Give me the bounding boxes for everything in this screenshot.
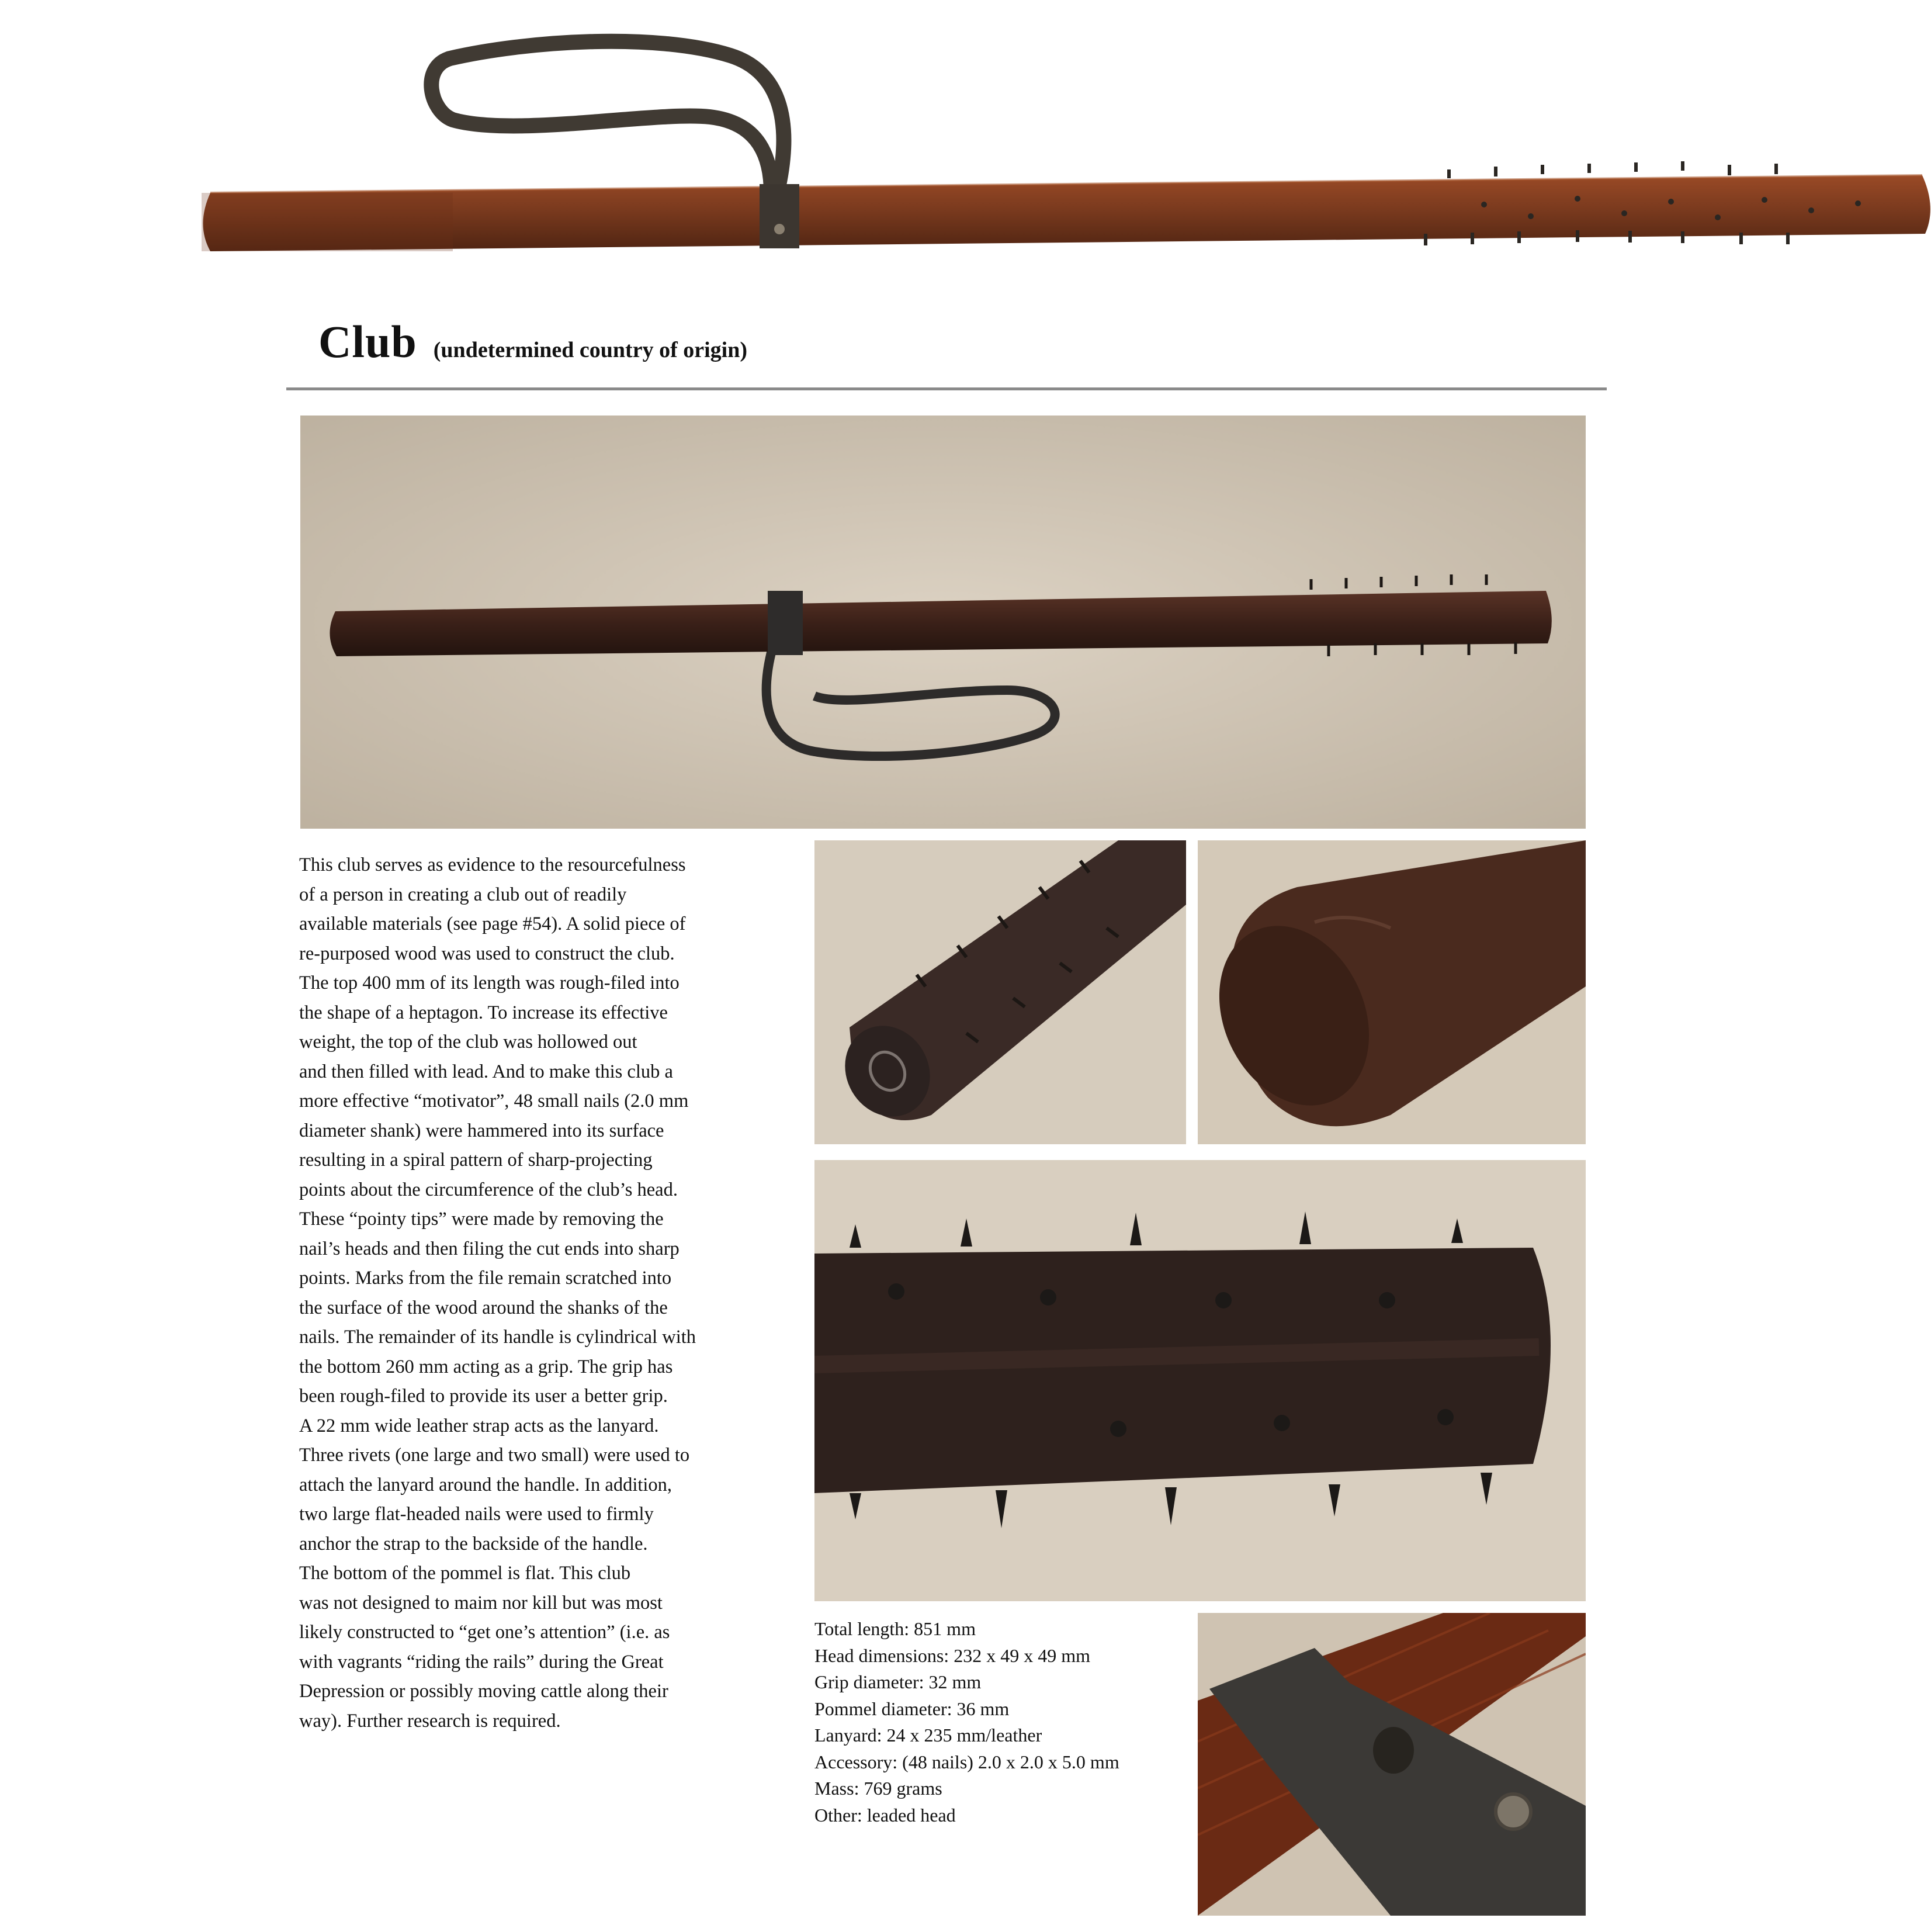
spec-lanyard: Lanyard: 24 x 235 mm/leather xyxy=(814,1725,1042,1746)
description-line: attach the lanyard around the handle. In addition, xyxy=(299,1474,672,1495)
description-line: These “pointy tips” were made by removing the xyxy=(299,1209,664,1230)
club-pommel-photo xyxy=(1198,840,1586,1144)
spec-mass: Mass: 769 grams xyxy=(814,1778,942,1799)
spec-accessory: Accessory: (48 nails) 2.0 x 2.0 x 5.0 mm xyxy=(814,1751,1119,1772)
specifications-list xyxy=(814,1616,1188,1829)
description-line: more effective “motivator”, 48 small nails (2.0 mm xyxy=(299,1090,689,1112)
description-line: This club serves as evidence to the resourcefulness xyxy=(299,854,686,875)
description-line: with vagrants “riding the rails” during the Great xyxy=(299,1651,664,1673)
description-line: weight, the top of the club was hollowed out xyxy=(299,1031,637,1052)
spec-total-length: Total length: 851 mm xyxy=(814,1618,976,1639)
description-line: way). Further research is required. xyxy=(299,1710,561,1732)
strap-band xyxy=(760,184,799,248)
description-line: Three rivets (one large and two small) were used to xyxy=(299,1445,690,1466)
description-line: likely constructed to “get one’s attention” (i.e. as xyxy=(299,1622,670,1643)
description-line: anchor the strap to the backside of the handle. xyxy=(299,1533,648,1554)
description-line: nails. The remainder of its handle is cylindrical with xyxy=(299,1327,696,1348)
lanyard-strap xyxy=(431,41,784,193)
description-line: points about the circumference of the club’s head. xyxy=(299,1179,678,1200)
spec-head-dimensions: Head dimensions: 232 x 49 x 49 mm xyxy=(814,1644,1090,1666)
club-shaft xyxy=(203,175,1930,251)
rivet-icon xyxy=(774,224,785,234)
description-line: diameter shank) were hammered into its surface xyxy=(299,1120,664,1141)
spec-other: Other: leaded head xyxy=(814,1804,956,1826)
spec-pommel-diameter: Pommel diameter: 36 mm xyxy=(814,1698,1010,1719)
title-divider xyxy=(286,387,1607,390)
club-full-photo xyxy=(300,416,1586,829)
description-line: Depression or possibly moving cattle along their xyxy=(299,1681,668,1702)
club-drawing xyxy=(0,0,1931,304)
description-line: the shape of a heptagon. To increase its effective xyxy=(299,1002,668,1023)
description-line: points. Marks from the file remain scratched into xyxy=(299,1268,672,1289)
description-line: The bottom of the pommel is flat. This club xyxy=(299,1563,631,1584)
description-line: was not designed to maim nor kill but was most xyxy=(299,1592,663,1614)
description-line: nail’s heads and then filing the cut ends into sharp xyxy=(299,1238,680,1259)
spec-grip-diameter: Grip diameter: 32 mm xyxy=(814,1671,982,1692)
lanyard-strap-photo xyxy=(1198,1613,1586,1916)
top-club-illustration xyxy=(0,0,1931,304)
club-head-photo xyxy=(814,840,1186,1144)
description-line: A 22 mm wide leather strap acts as the lanyard. xyxy=(299,1415,659,1436)
description-line: and then filled with lead. And to make this club a xyxy=(299,1061,673,1082)
description-line: of a person in creating a club out of readily xyxy=(299,884,627,905)
title-main: Club xyxy=(318,316,417,367)
description-line: The top 400 mm of its length was rough-filed into xyxy=(299,972,680,993)
page-title xyxy=(318,316,747,380)
description-line: re-purposed wood was used to construct the club. xyxy=(299,943,675,964)
club-spikes-closeup-photo xyxy=(814,1160,1586,1601)
title-subtitle: (undetermined country of origin) xyxy=(433,338,747,362)
description-line: resulting in a spiral pattern of sharp-projecting xyxy=(299,1149,653,1171)
description-line: the bottom 260 mm acting as a grip. The grip has xyxy=(299,1356,673,1377)
description-line: been rough-filed to provide its user a better grip. xyxy=(299,1386,668,1407)
description-line: available materials (see page #54). A solid piece of xyxy=(299,913,686,934)
description-line: two large flat-headed nails were used to firmly xyxy=(299,1504,654,1525)
description-line: the surface of the wood around the shanks of the xyxy=(299,1297,668,1318)
description-text xyxy=(299,850,790,1736)
